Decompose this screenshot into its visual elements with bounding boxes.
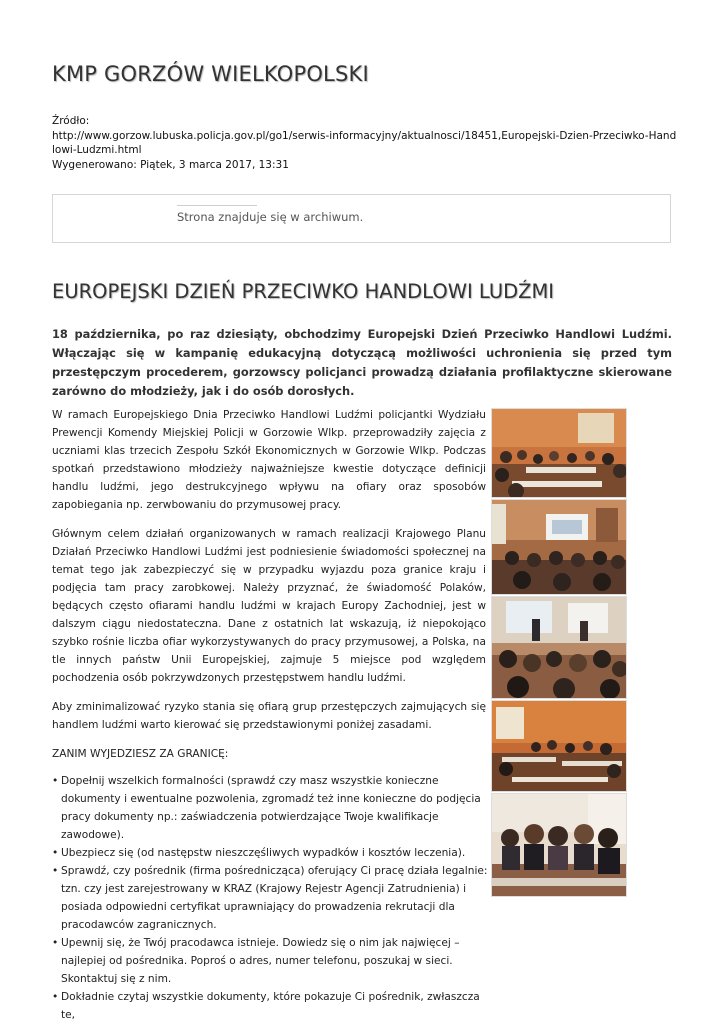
tips-list bbox=[52, 772, 492, 1024]
photo-classroom-2[interactable] bbox=[491, 499, 627, 595]
classroom-photo-image bbox=[492, 409, 627, 498]
list-item: • Ubezpiecz się (od następstw nieszczęśliwych wypadków i kosztów leczenia). bbox=[52, 844, 492, 862]
generated-date: Wygenerowano: Piątek, 3 marca 2017, 13:31 bbox=[52, 158, 289, 171]
section-heading: ZANIM WYJEDZIESZ ZA GRANICĘ: bbox=[52, 748, 229, 760]
archive-notice bbox=[52, 194, 671, 243]
desks-photo-image bbox=[492, 701, 627, 792]
article-title: EUROPEJSKI DZIEŃ PRZECIWKO HANDLOWI LUDŹMI bbox=[52, 280, 555, 303]
source-label: Źródło: bbox=[52, 115, 90, 127]
list-item: • Dokładnie czytaj wszystkie dokumenty, które pokazuje Ci pośrednik, zwłaszcza te, bbox=[52, 988, 492, 1024]
students-photo-image bbox=[492, 794, 627, 897]
paragraph: Głównym celem działań organizowanych w ramach realizacji Krajowego Planu Działań Przeciwko Handlowi Ludźmi jest podniesienie świadomości społecznej na temat tego jak zabezpieczyć się w przypadku wyjazdu poza granice kraju i podjęcia tam pracy zarobkowej. Należy przyznać, że świadomość Polaków, będących często ofiarami handlu ludźmi w krajach Europy Zachodniej, jest w dalszym ciągu niedostateczna. Dane z ostatnich lat wskazują, iż niepokojąco szybko rośnie liczba ofiar wykorzystywanych do pracy przymusowej, a Polska, na tle innych państw Unii Europejskiej, zajmuje 5 miejsce pod względem pochodzenia osób pokrzywdzonych przestępstwem handlu ludźmi. bbox=[52, 528, 486, 684]
list-item: • Upewnij się, że Twój pracodawca istnieje. Dowiedz się o nim jak najwięcej – najlepiej od pośrednika. Poproś o adres, numer telefonu, poszukaj w sieci. Skontaktuj się z nim. bbox=[52, 934, 492, 988]
source-info bbox=[52, 114, 677, 172]
article-lead: 18 października, po raz dziesiąty, obchodzimy Europejski Dzień Przeciwko Handlowi Ludźmi. Włączając się w kampanię edukacyjną dotyczącą możliwości uchronienia się przed tym przestępczym procederem, gorzowscy policjanci prowadzą działania profilaktyczne skierowane zarówno do młodzieży, jak i do osób dorosłych. bbox=[52, 327, 672, 398]
lecture-photo-image bbox=[492, 500, 627, 595]
presentation-photo-image bbox=[492, 597, 627, 699]
photo-classroom-1[interactable] bbox=[491, 408, 627, 498]
source-url[interactable]: http://www.gorzow.lubuska.policja.gov.pl/go1/serwis-informacyjny/aktualnosci/18451,Europejski-Dzien-Przeciwko-Handlowi-Ludzmi.html bbox=[52, 129, 677, 156]
photo-classroom-4[interactable] bbox=[491, 700, 627, 792]
paragraph: W ramach Europejskiego Dnia Przeciwko Handlowi Ludźmi policjantki Wydziału Prewencji Komendy Miejskiej Policji w Gorzowie Wlkp. przeprowadziły zajęcia z uczniami klas trzecich Zespołu Szkół Ekonomicznych w Gorzowie Wlkp. Podczas spotkań przedstawiono młodzieży najważniejsze kwestie dotyczące definicji handlu ludźmi, jego destrukcyjnego wpływu na ofiary oraz sposobów zapobiegania np. zerwbowaniu do przymusowej pracy. bbox=[52, 409, 486, 511]
list-item: • Sprawdź, czy pośrednik (firma pośrednicząca) oferujący Ci pracę działa legalnie: tzn. czy jest zarejestrowany w KRAZ (Krajowy Rejestr Agencji Zatrudnienia) i posiada odpowiedni certyfikat uprawniający do prowadzenia rekrutacji dla pracodawców zagranicznych. bbox=[52, 862, 492, 934]
paragraph: Aby zminimalizować ryzyko stania się ofiarą grup przestępczych zajmujących się handlem ludźmi warto kierować się przedstawionymi poniżej zasadami. bbox=[52, 701, 486, 731]
photo-students[interactable] bbox=[491, 793, 627, 897]
archive-divider bbox=[177, 205, 257, 206]
site-title: KMP GORZÓW WIELKOPOLSKI bbox=[52, 62, 369, 86]
archive-message: Strona znajduje się w archiwum. bbox=[177, 210, 364, 224]
article-body bbox=[52, 406, 486, 774]
list-item: • Dopełnij wszelkich formalności (sprawdź czy masz wszystkie konieczne dokumenty i ewentualne pozwolenia, zgromadź też inne konieczne do podjęcia pracy dokumenty np.: zaświadczenia potwierdzające Twoje kwalifikacje zawodowe). bbox=[52, 772, 492, 844]
photo-classroom-3[interactable] bbox=[491, 596, 627, 699]
